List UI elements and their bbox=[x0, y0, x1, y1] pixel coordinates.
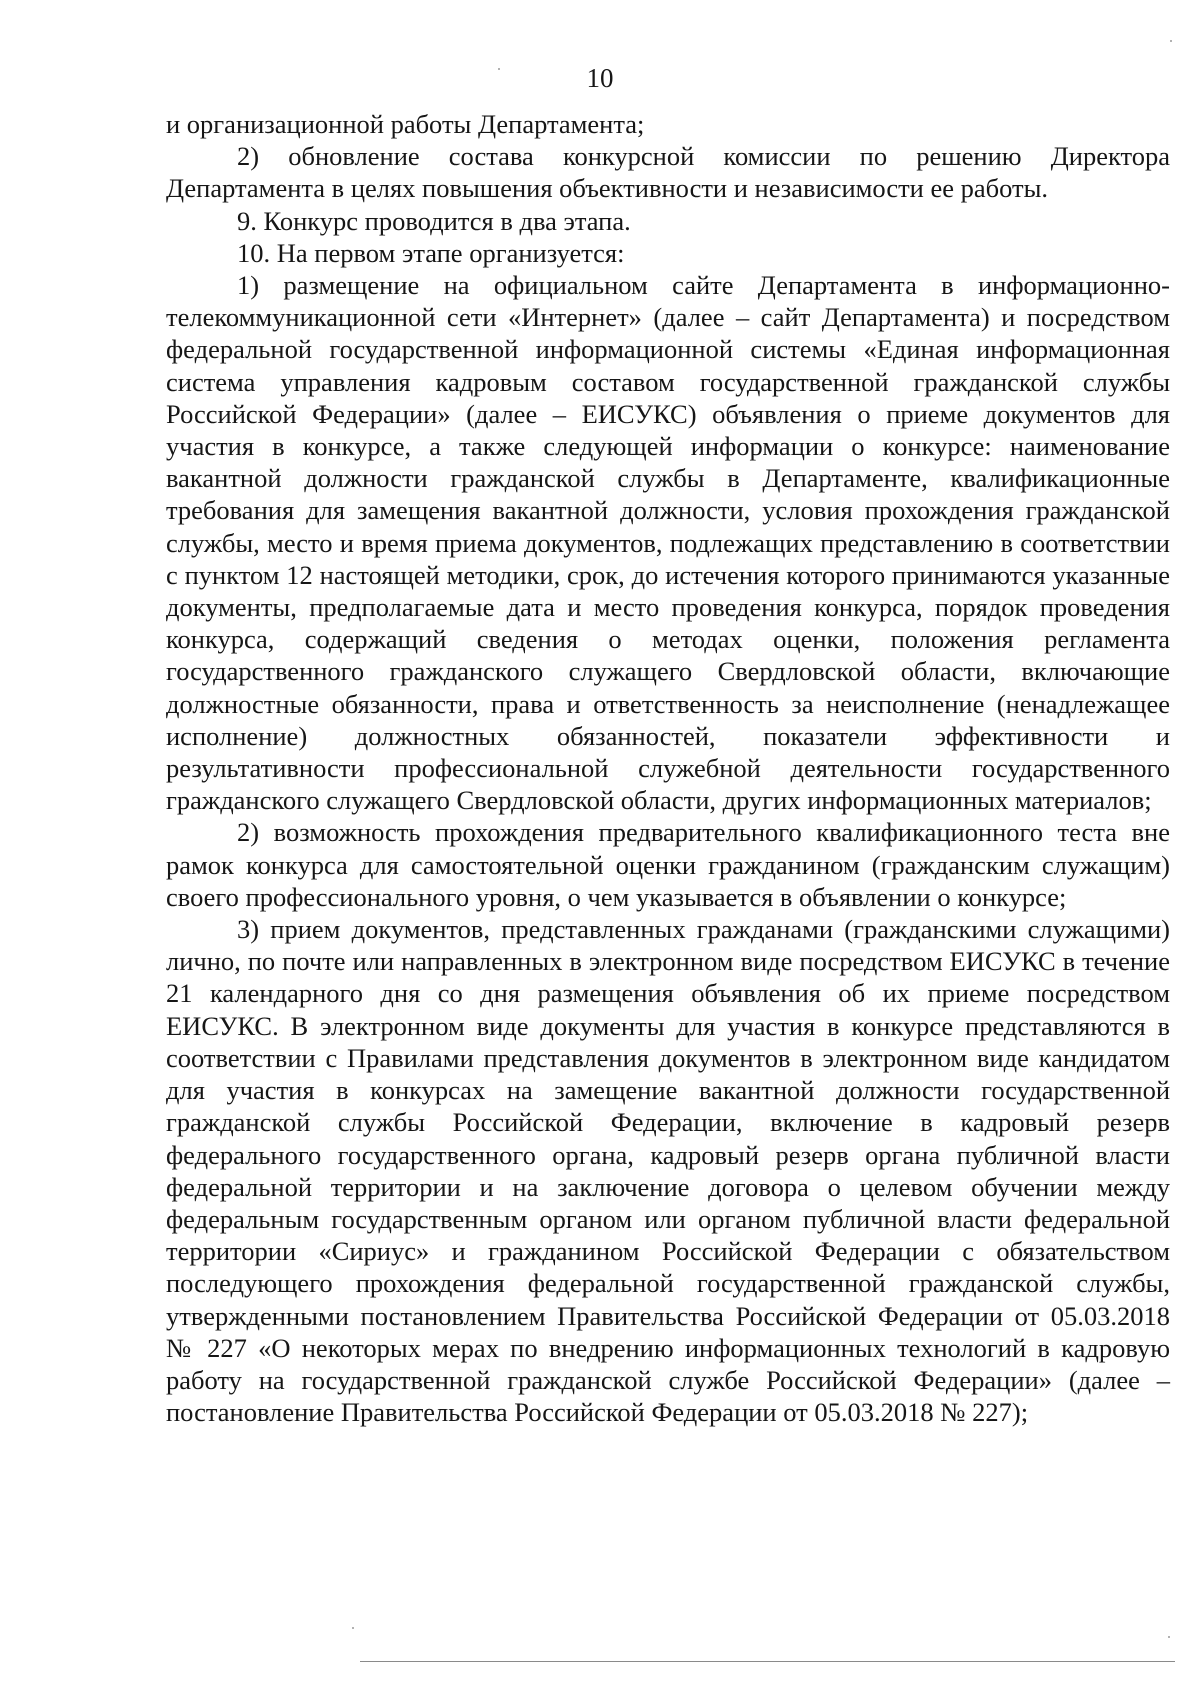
scan-speck bbox=[1170, 40, 1172, 42]
page-number: 10 bbox=[586, 63, 614, 93]
scan-speck bbox=[1168, 1636, 1170, 1638]
scan-speck bbox=[498, 68, 500, 70]
paragraph-item-1-publication: 1) размещение на официальном сайте Департамента в информационно-телекоммуникационной сети «Интернет» (далее – сайт Департамента) и посредством федеральной государственной информационной системы «Единая информационная система управления кадровым составом государственной гражданской службы Российской Федерации» (далее – ЕИСУКС) объявления о приеме документов для участия в конкурсе, а также следующей информации о конкурсе: наименование вакантной должности гражданской службы в Департаменте, квалификационные требования для замещения вакантной должности, условия прохождения гражданской службы, место и время приема документов, подлежащих представлению в соответствии с пунктом 12 настоящей методики, срок, до истечения которого принимаются указанные документы, предполагаемые дата и место проведения конкурса, порядок проведения конкурса, содержащий сведения о методах оценки, положения регламента государственного гражданского служащего Свердловской области, включающие должностные обязанности, права и ответственность за неисполнение (ненадлежащее исполнение) должностных обязанностей, показатели эффективности и результативности профессиональной служебной деятельности государственного гражданского служащего Свердловской области, других информационных материалов; bbox=[166, 270, 1170, 816]
bottom-divider-line bbox=[360, 1661, 1175, 1662]
body-text bbox=[166, 108, 1170, 1428]
paragraph-point-9: 9. Конкурс проводится в два этапа. bbox=[237, 205, 631, 236]
paragraph-item-2-commission: 2) обновление состава конкурсной комиссии по решению Директора Департамента в целях повышения объективности и независимости ее работы. bbox=[166, 141, 1170, 204]
paragraph-item-3-documents: 3) прием документов, представленных гражданами (гражданскими служащими) лично, по почте или направленных в электронном виде посредством ЕИСУКС в течение 21 календарного дня со дня размещения объявления об их приеме посредством ЕИСУКС. В электронном виде документы для участия в конкурсе представляются в соответствии с Правилами представления документов в электронном виде кандидатом для участия в конкурсах на замещение вакантной должности государственной гражданской службы Российской Федерации, включение в кадровый резерв федерального государственного органа, кадровый резерв органа публичной власти федеральной территории и на заключение договора о целевом обучении между федеральным государственным органом или органом публичной власти федеральной территории «Сириус» и гражданином Российской Федерации с обязательством последующего прохождения федеральной государственной гражданской службы, утвержденными постановлением Правительства Российской Федерации от 05.03.2018 № 227 «О некоторых мерах по внедрению информационных технологий в кадровую работу на государственной гражданской службе Российской Федерации» (далее – постановление Правительства Российской Федерации от 05.03.2018 № 227); bbox=[166, 914, 1170, 1428]
scan-speck bbox=[352, 1627, 354, 1629]
paragraph-continuation: и организационной работы Департамента; bbox=[166, 109, 645, 139]
paragraph-point-10: 10. На первом этапе организуется: bbox=[237, 237, 625, 268]
paragraph-item-2-test: 2) возможность прохождения предварительного квалификационного теста вне рамок конкурса для самостоятельной оценки гражданином (гражданским служащим) своего профессионального уровня, о чем указывается в объявлении о конкурсе; bbox=[166, 817, 1170, 912]
